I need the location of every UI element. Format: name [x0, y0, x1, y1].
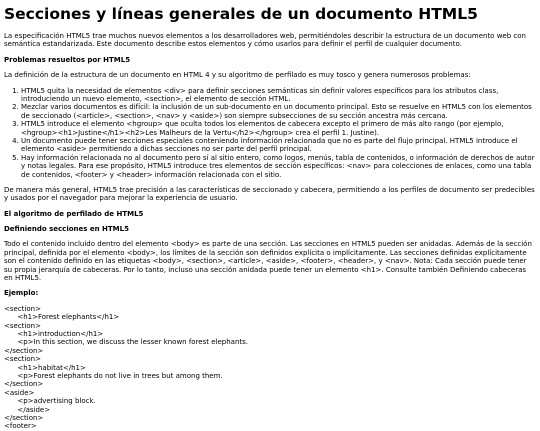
example-heading: Ejemplo:: [4, 289, 39, 298]
page-title: Secciones y líneas generales de un documento HTML5: [4, 5, 478, 23]
problems-heading: Problemas resueltos por HTML5: [4, 55, 131, 64]
problem-item: 3. HTML5 introduce el elemento <hgroup> que oculta todos los elementos de cabecera excepto el primero de más alto rango (por ejemplo, <hgroup><h1>Justine</h1><h2>Les Malheurs de la Vertu</h2></hgroup> crea el perfil 1. Justine).: [21, 120, 536, 137]
defining-sections-text: Todo el contenido incluido dentro del elemento <body> es parte de una sección. Las secciones en HTML5 pueden ser anidadas. Además de la sección principal, definida por el elemento <body>, los límites de la sección son definidos explícita o implícitamente. Las secciones definidas explícitamente son el contenido definido en las etiquetas <body>, <section>, <article>, <aside>, <footer>, <header>, y <nav>. Nota: Cada sección puede tener su propia jerarquía de cabeceras. Por lo tanto, incluso una sección anidada puede tener un elemento <h1>. Consulte también Definiendo cabeceras en HTML5.: [4, 240, 532, 283]
example-code-block: <section> <h1>Forest elephants</h1> <section> <h1>introduction</h1> <p>In this section, we discuss the lesser known forest elephants. </section> <section> <h1>habitat</h1> <p>Forest elephants do not live in trees but among them. </section> <aside> <p>advertising block. </aside> </section> <footer>: [4, 304, 249, 431]
problems-list: [4, 87, 536, 179]
defining-sections-heading: Definiendo secciones en HTML5: [4, 225, 129, 234]
problem-item: 5. Hay información relacionada no al documento pero sí al sitio entero, como logos, menús, tabla de contenidos, o información de derechos de autor y notas legales. Para ese propósito, HTML5 introduce tres elementos de sección específicos: <nav> para colecciones de enlaces, como una tabla de contenidos, <footer> y <header> información relacionada con el sitio.: [21, 154, 536, 179]
intro-paragraph: La especificación HTML5 trae muchos nuevos elementos a los desarrolladores web, permitiéndoles describir la estructura de un documento web con semántica estandarizada. Este documento describe estos elementos y cómo usarlos para definir el perfil de cualquier documento.: [4, 32, 526, 49]
problem-item: 4. Un documento puede tener secciones especiales conteniendo información relacionada que no es parte del flujo principal. HTML5 introduce el elemento <aside> permitiendo a dichas secciones no ser parte del perfil principal.: [21, 137, 536, 154]
summary-paragraph: De manera más general, HTML5 trae precisión a las características de seccionado y cabecera, permitiendo a los perfiles de documento ser predecibles y usados por el navegador para mejorar la experiencia de usuario.: [4, 185, 535, 203]
algorithm-heading: El algoritmo de perfilado de HTML5: [4, 209, 144, 218]
problem-item: 1. HTML5 quita la necesidad de elementos <div> para definir secciones semánticas sin definir valores específicos para los atributos class, introduciendo un nuevo elemento, <section>, el elemento de sección HTML.: [21, 87, 536, 104]
problems-intro: La definición de la estructura de un documento en HTML 4 y su algoritmo de perfilado es muy tosco y genera numerosos problemas:: [4, 71, 471, 80]
problem-item: 2. Mezclar varios documentos es difícil: la inclusión de un sub-documento en un documento principal. Esto se resuelve en HTML5 con los elementos de seccionado (<article>, <section>, <nav> y <aside>) son siempre subsecciones de su sección ancestra más cercana.: [21, 103, 536, 120]
